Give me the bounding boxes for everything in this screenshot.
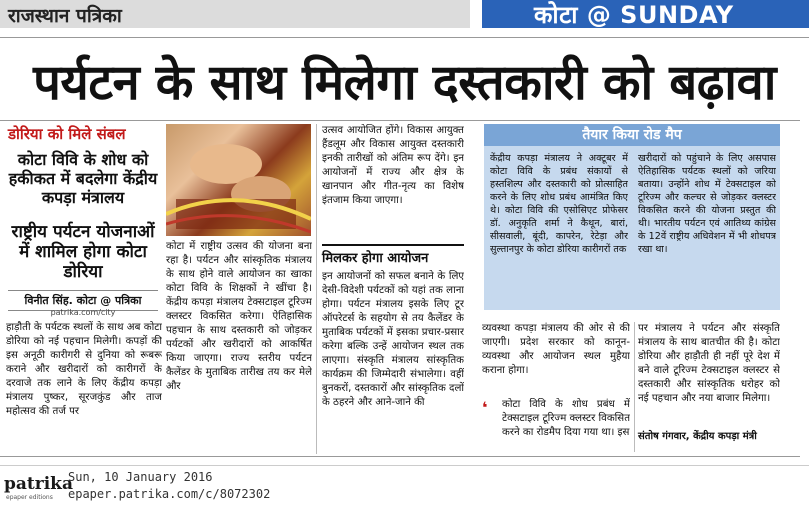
subheadline-2: राष्ट्रीय पर्यटन योजनाओं में शामिल होगा कोटा डोरिया (11, 222, 155, 282)
top-rule (0, 37, 809, 38)
roadmap-column-2: खरीदारों को पहुंचाने के लिए असपास ऐतिहासिक पर्यटक स्थलों को जरिया बताया। उन्होंने शोध में टेक्सटाइल को टूरिज्म और कल्चर से जोड़कर क्लस्टर विकसित करने की योजना प्रस्तुत की थी। भारतीय पर्यटन एवं आतिथ्य कांग्रेस के 12वें राष्ट्रीय अधिवेशन में भी शोधपत्र रखा था। (638, 153, 776, 255)
page-headline: पर्यटन के साथ मिलेगा दस्तकारी को बढ़ावा (33, 53, 776, 111)
article-photo (166, 124, 311, 236)
section-subhead: मिलकर होगा आयोजन (322, 244, 464, 266)
quote-signature: संतोष गंगवार, केंद्रीय कपड़ा मंत्री (638, 431, 757, 442)
quote-mark-icon: ❛ (482, 398, 488, 417)
web-link: patrika.com/city (50, 308, 116, 317)
masthead-right (482, 0, 809, 28)
weaving-hands-image (166, 124, 311, 236)
newspaper-brand: राजस्थान पत्रिका (8, 5, 122, 27)
article-column-5: पर मंत्रालय ने पर्यटन और संस्कृति मंत्रालय के साथ बातचीत की है। कोटा डोरिया और हाड़ौती ही नहीं पूरे देश में बने वाले टूरिज्म टेक्सटाइल क्लस्टर से दस्तकारी और सांस्कृतिक धरोहर को नई पहचान और नया बाजार मिलेगा। (638, 323, 780, 404)
column-divider-2 (634, 322, 635, 452)
subheadline-1: कोटा विवि के शोध को हकीकत में बदलेगा केंद्रीय कपड़ा मंत्रालय (8, 150, 158, 207)
patrika-logo[interactable]: patrika (4, 474, 73, 494)
edition-url[interactable]: epaper.patrika.com/c/8072302 (68, 487, 271, 501)
article-column-3: उत्सव आयोजित होंगे। विकास आयुक्त हैंडलूम और विकास आयुक्त दस्तकारी इनकी तारीखों को अंतिम रूप देंगे। इन आयोजनों में राज्य और क्षेत्र के खानपान और गीत-नृत्य का विशेष इंतजाम किया जाएगा। (322, 125, 464, 206)
bottom-rule (0, 456, 800, 457)
article-column-2: कोटा में राष्ट्रीय उत्सव की योजना बना रहा है। पर्यटन और सांस्कृतिक मंत्रालय के साथ होने वाले आयोजन का खाका कोटा विवि के शिक्षकों ने खींचा है। केंद्रीय कपड़ा मंत्रालय टेक्सटाइल टूरिज्म क्लस्टर विकसित करेगा। ऐतिहासिक पहचान के साथ दस्तकारी को जोड़कर पर्यटकों और खरीदारों को आकर्षित किया जाएगा। राज्य स्तरीय पर्यटन कैलेंडर के मुताबिक तारीख तय कर मेले और (166, 241, 312, 392)
kicker: डोरिया को मिले संबल (8, 125, 126, 143)
article-column-3b: इन आयोजनों को सफल बनाने के लिए देसी-विदेशी पर्यटकों को यहां तक लाना होगा। पर्यटन मंत्रालय इसके लिए टूर ऑपरेटर्स के सहयोग से तय कैलेंडर के मुताबिक पर्यटकों में इसका प्रचार-प्रसार करेगा बल्कि उन्हें आयोजन स्थल तक लाएगा। संस्कृति मंत्रालय सांस्कृतिक कार्यक्रम की जिम्मेदारी संभालेगा। वहीं बुनकरों, दस्तकारों और सांस्कृतिक दलों के ठहरने और आने-जाने की (322, 271, 464, 408)
column-divider (316, 124, 317, 454)
headline-rule (0, 120, 800, 121)
edition-date: Sun, 10 January 2016 (68, 470, 213, 484)
edition-brand: कोटा @ SUNDAY (534, 1, 734, 29)
logo-subtitle: epaper editions (6, 494, 53, 501)
minister-quote: कोटा विवि के शोध प्रबंध में टेक्सटाइल टूरिज्म क्लस्टर विकसित करने का रोडमैप दिया गया था। इस (502, 399, 630, 438)
masthead-left (0, 0, 470, 28)
roadmap-column-1: केंद्रीय कपड़ा मंत्रालय ने अक्टूबर में कोटा विवि के प्रबंध संकायों से हस्तशिल्प और दस्तकारी को प्रोत्साहित करने के लिए शोध प्रबंध आमंत्रित किए थे। कोटा विवि की एसोसिएट प्रोफेसर डॉ. अनुकृति शर्मा ने कैथून, बारां, सीसवाली, बूंदी, कापरेन, रेटेड़ा और सुल्तानपुर के कोटा डोरिया कारीगरों तक (490, 153, 628, 255)
byline: विनीत सिंह. कोटा @ पत्रिका (8, 290, 158, 311)
article-column-4: व्यवस्था कपड़ा मंत्रालय की ओर से की जाएगी। प्रदेश सरकार को कानून-व्यवस्था और आयोजन स्थल मुहैया कराना होगा। (482, 323, 630, 376)
article-column-1: हाड़ौती के पर्यटक स्थलों के साथ अब कोटा डोरिया को नई पहचान मिलेगी। कपड़ों की इस अनूठी कारीगरी से दुनिया को रूबरू कराने और खरीदारों को कारीगरों के दरवाजे तक लाने के लिए केंद्रीय कपड़ा मंत्रालय पुष्कर, सूरजकुंड और ताज महोत्सव की तर्ज पर (6, 322, 162, 417)
roadmap-title: तैयार किया रोड मैप (484, 124, 780, 146)
